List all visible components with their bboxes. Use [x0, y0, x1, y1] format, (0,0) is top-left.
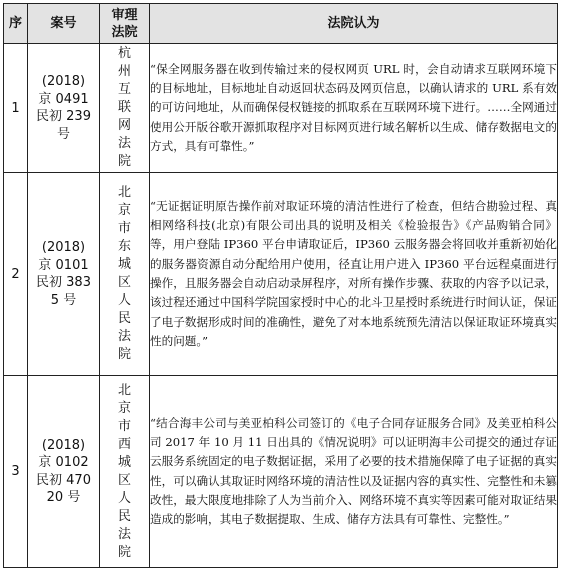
cell-seq: 3: [4, 376, 28, 568]
header-court: 审理法院: [100, 4, 150, 44]
header-case-no: 案号: [28, 4, 100, 44]
cell-case-no: (2018) 京 0102 民初 47020 号: [28, 376, 100, 568]
cell-opinion: “结合海丰公司与美亚柏科公司签订的《电子合同存证服务合同》及美亚柏科公司 2017 年 10 月 11 日出具的《情况说明》可以证明海丰公司提交的通过存证云服务系统固定的电子数据证据，采用了必要的技术措施保障了电子证据的真实性，可以确认其取证时网络环境的清洁性以及证据内容的真实性、完整性和未篡改性，最大限度地排除了人为当前介入、网络环境不真实等因素可能对取证结果造成的影响，其电子数据提取、生成、储存方法具有可靠性、完整性。”: [150, 376, 558, 568]
cell-court: 杭州互联网法院: [100, 44, 150, 173]
cell-court: 北京市西城区人民法院: [100, 376, 150, 568]
cell-court: 北京市东城区人民法院: [100, 173, 150, 376]
table-row: [4, 44, 558, 173]
case-table: [3, 3, 558, 568]
header-opinion: 法院认为: [150, 4, 558, 44]
table-row: [4, 173, 558, 376]
cell-case-no: (2018) 京 0491 民初 239 号: [28, 44, 100, 173]
cell-opinion: “保全网服务器在收到传输过来的侵权网页 URL 时，会自动请求互联网环境下的目标地址，目标地址自动返回状态码及网页信息，以确认请求的 URL 系有效的可访问地址，从而确保侵权链接的抓取系在互联网环境下进行。……全网通过使用公开版谷歌开源抓取程序对目标网页进行域名解析以生成、储存数据电文的方式，具有可靠性。”: [150, 44, 558, 173]
table-row: [4, 376, 558, 568]
cell-case-no: (2018) 京 0101 民初 3835 号: [28, 173, 100, 376]
header-seq: 序: [4, 4, 28, 44]
table-header-row: [4, 4, 558, 44]
cell-seq: 1: [4, 44, 28, 173]
cell-seq: 2: [4, 173, 28, 376]
cell-opinion: “无证据证明原告操作前对取证环境的清洁性进行了检查，但结合勘验过程、真相网络科技(北京)有限公司出具的说明及相关《检验报告》《产品购销合同》等，用户登陆 IP360 平台申请取证后，IP360 云服务器会将回收并重新初始化的服务器资源自动分配给用户使用，径直让用户进入 IP360 平台远程桌面进行操作，且服务器会自动启动录屏程序，对所有操作步骤、获取的内容予以记录，该过程还通过中国科学院国家授时中心的北斗卫星授时系统进行时间认证，保证了电子数据形成时间的准确性，避免了对本地系统预先清洁以保证取证环境真实性的问题。”: [150, 173, 558, 376]
